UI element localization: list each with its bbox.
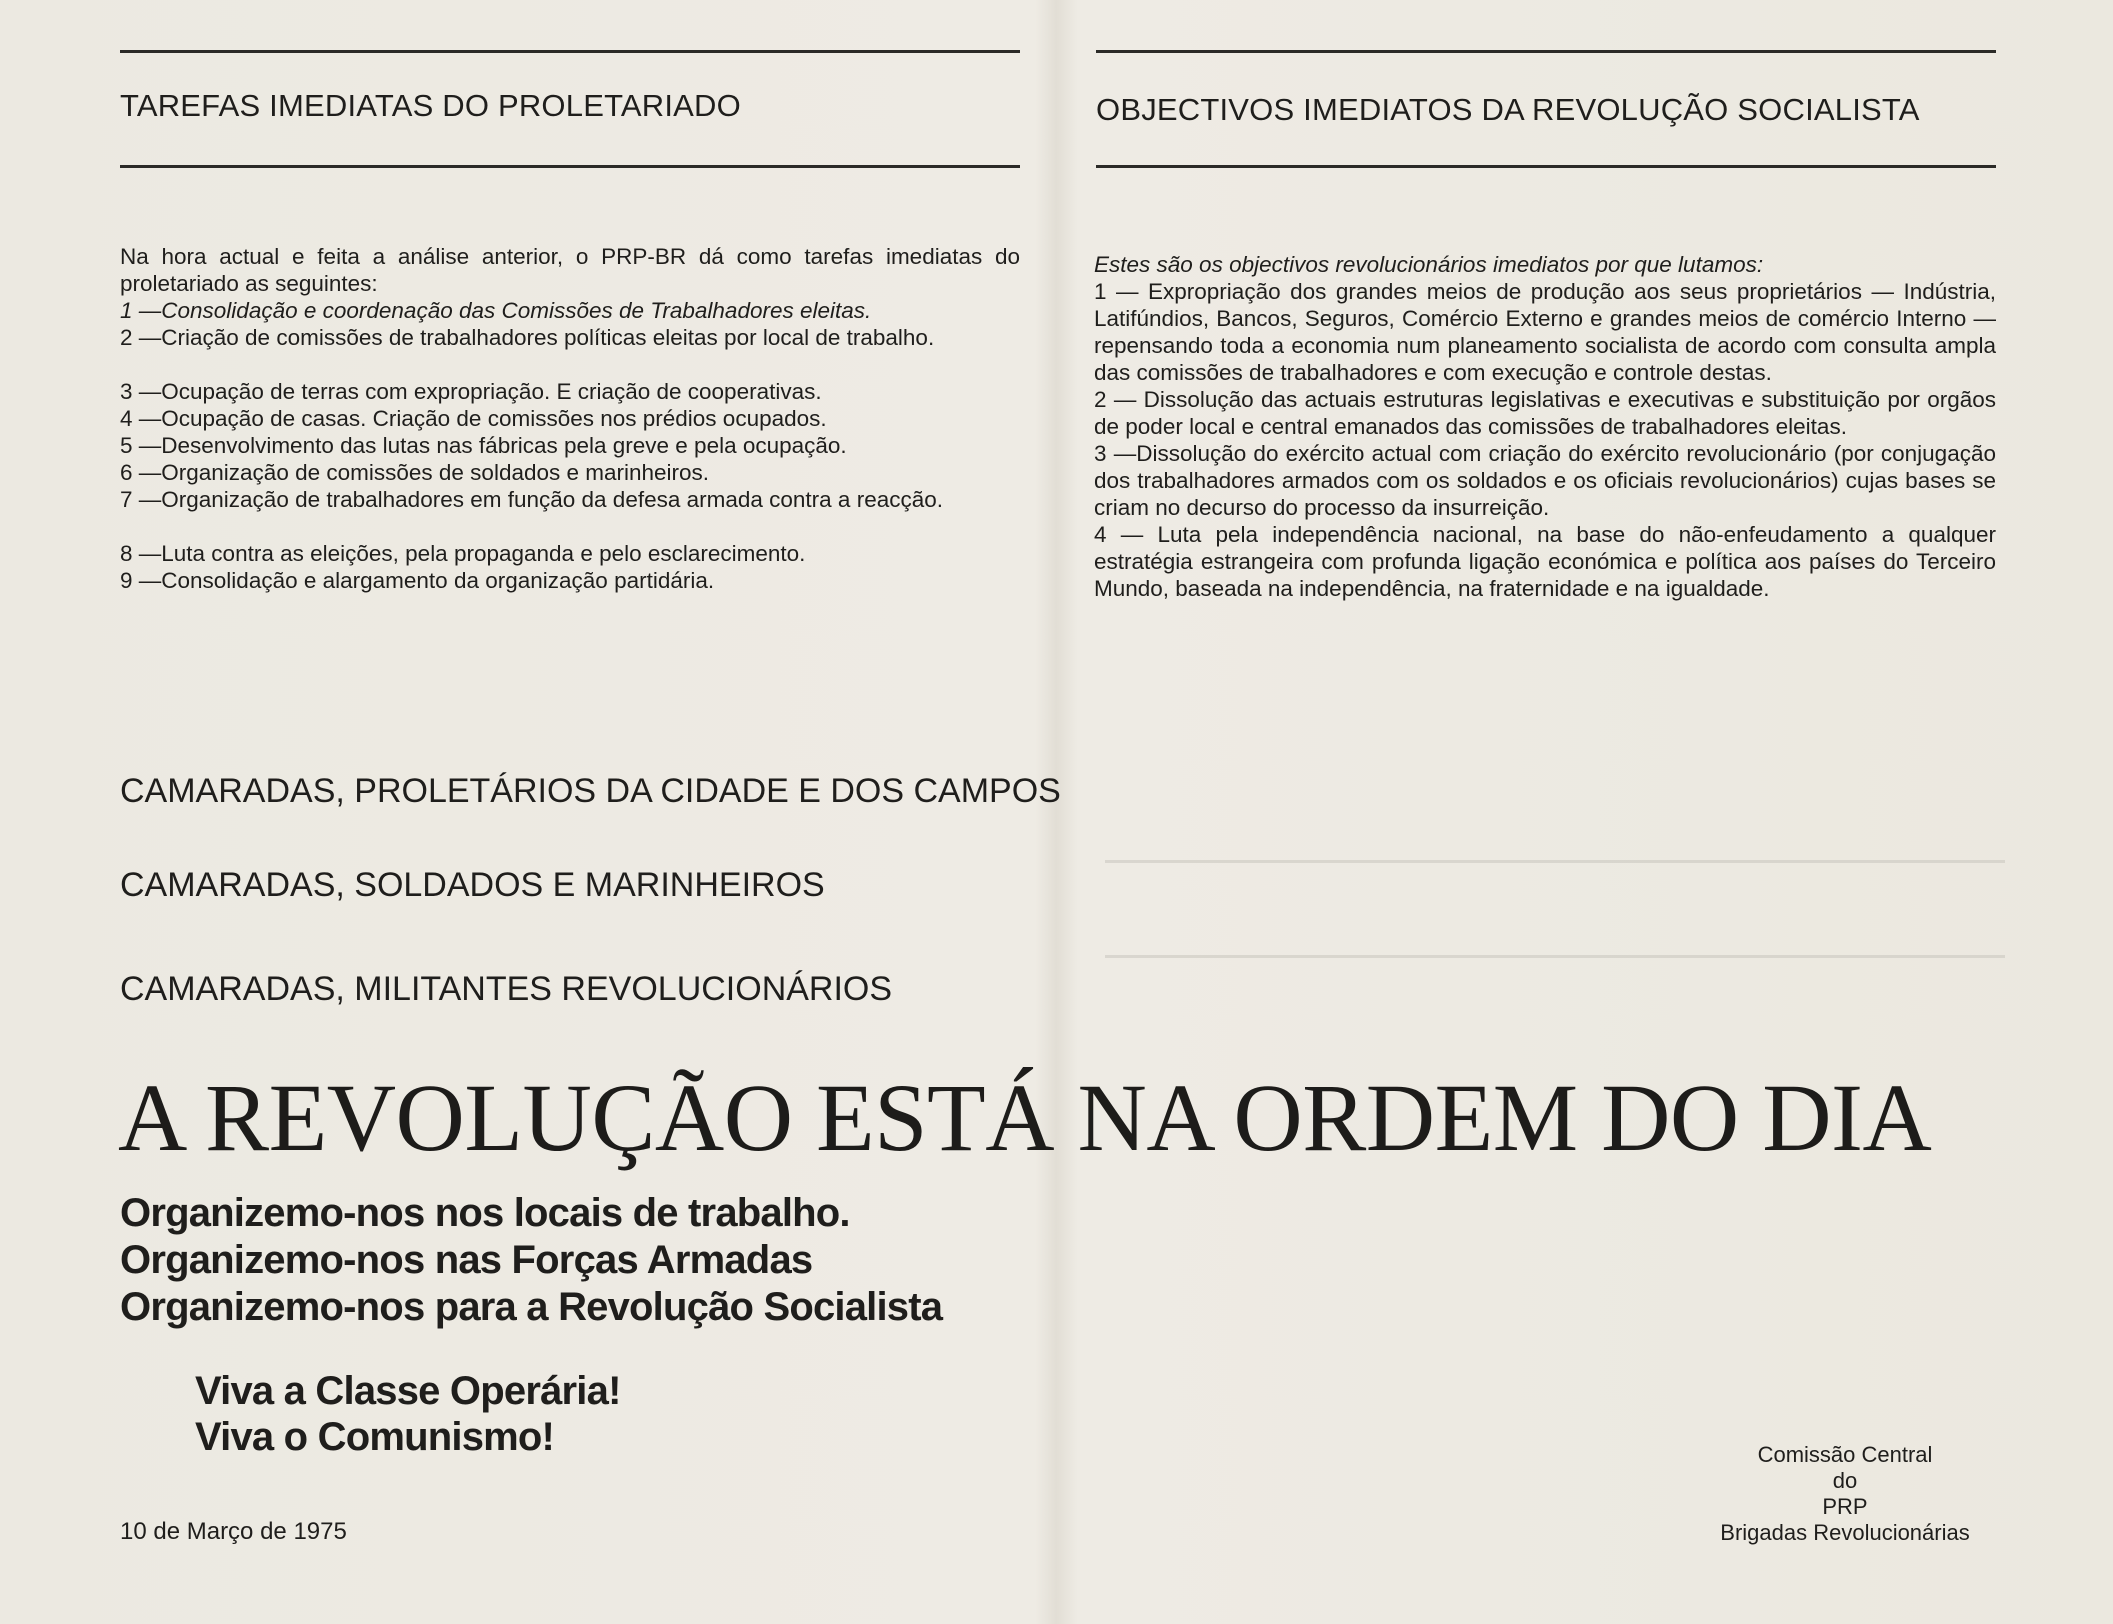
objective-item: 2 — Dissolução das actuais estruturas legislativas e executivas e substituição por orgãos de poder local e central emanados das comissões de trabalhadores eleitas. (1094, 387, 1996, 439)
bleed-through-texture (1105, 860, 2005, 863)
slogans-block (120, 1190, 942, 1331)
comrades-line: CAMARADAS, SOLDADOS E MARINHEIROS (120, 866, 825, 904)
right-top-rule (1096, 50, 1996, 53)
objective-item: 1 — Expropriação dos grandes meios de produção aos seus proprietários — Indústria, Latifúndios, Bancos, Seguros, Comércio Externo e grandes meios de comércio Interno —repensando toda a economia num planeamento socialista de acordo com consulta ampla das comissões de trabalhadores e com execução e controle destas. (1094, 279, 1996, 385)
slogan-line: Organizemo-nos nos locais de trabalho. (120, 1191, 850, 1235)
viva-line: Viva a Classe Operária! (195, 1369, 621, 1413)
task-item: 8 —Luta contra as eleições, pela propaganda e pelo esclarecimento. (120, 541, 806, 566)
task-item: 7 —Organização de trabalhadores em função da defesa armada contra a reacção. (120, 487, 943, 512)
signature-line: Brigadas Revolucionárias (1720, 1520, 1970, 1545)
signature-line: PRP (1822, 1494, 1868, 1519)
signature-line: do (1832, 1468, 1858, 1493)
left-heading: TAREFAS IMEDIATAS DO PROLETARIADO (120, 88, 741, 123)
task-item: 2 —Criação de comissões de trabalhadores políticas eleitas por local de trabalho. (120, 325, 935, 350)
left-bottom-rule (120, 165, 1020, 168)
viva-line: Viva o Comunismo! (195, 1415, 555, 1459)
objectives-block (1094, 251, 1996, 602)
headline: A REVOLUÇÃO ESTÁ NA ORDEM DO DIA (118, 1064, 1932, 1171)
objectives-intro: Estes são os objectivos revolucionários imediatos por que lutamos: (1094, 252, 1764, 277)
objective-item: 4 — Luta pela independência nacional, na base do não-enfeudamento a qualquer estratégia estrangeira com profunda ligação económica e política aos países do Terceiro Mundo, baseada na independência, na fraternidade e na igualdade. (1094, 522, 1996, 601)
task-item: 9 —Consolidação e alargamento da organização partidária. (120, 568, 715, 593)
tasks-block (120, 243, 1020, 594)
slogan-line: Organizemo-nos para a Revolução Socialista (120, 1285, 943, 1329)
task-item: 6 —Organização de comissões de soldados e marinheiros. (120, 460, 710, 485)
objective-item: 3 —Dissolução do exército actual com criação do exército revolucionário (por conjugação dos trabalhadores armados com os soldados e os oficiais revolucionários) cujas bases se criam no decurso do processo da insurreição. (1094, 441, 1996, 520)
signature-block (1700, 1442, 1990, 1546)
right-bottom-rule (1096, 165, 1996, 168)
bleed-through-texture (1105, 955, 2005, 958)
document-date: 10 de Março de 1975 (120, 1518, 347, 1545)
comrades-line: CAMARADAS, PROLETÁRIOS DA CIDADE E DOS CAMPOS (120, 772, 1061, 810)
left-top-rule (120, 50, 1020, 53)
tasks-intro: Na hora actual e feita a análise anterior, o PRP-BR dá como tarefas imediatas do proletariado as seguintes: (120, 244, 1020, 296)
comrades-line: CAMARADAS, MILITANTES REVOLUCIONÁRIOS (120, 970, 893, 1008)
vivas-block (195, 1368, 621, 1460)
right-heading: OBJECTIVOS IMEDIATOS DA REVOLUÇÃO SOCIALISTA (1096, 92, 1920, 127)
task-item: 1 —Consolidação e coordenação das Comissões de Trabalhadores eleitas. (120, 298, 872, 323)
task-item: 5 —Desenvolvimento das lutas nas fábricas pela greve e pela ocupação. (120, 433, 847, 458)
signature-line: Comissão Central (1757, 1442, 1933, 1467)
slogan-line: Organizemo-nos nas Forças Armadas (120, 1238, 813, 1282)
task-item: 3 —Ocupação de terras com expropriação. E criação de cooperativas. (120, 379, 822, 404)
task-item: 4 —Ocupação de casas. Criação de comissões nos prédios ocupados. (120, 406, 827, 431)
